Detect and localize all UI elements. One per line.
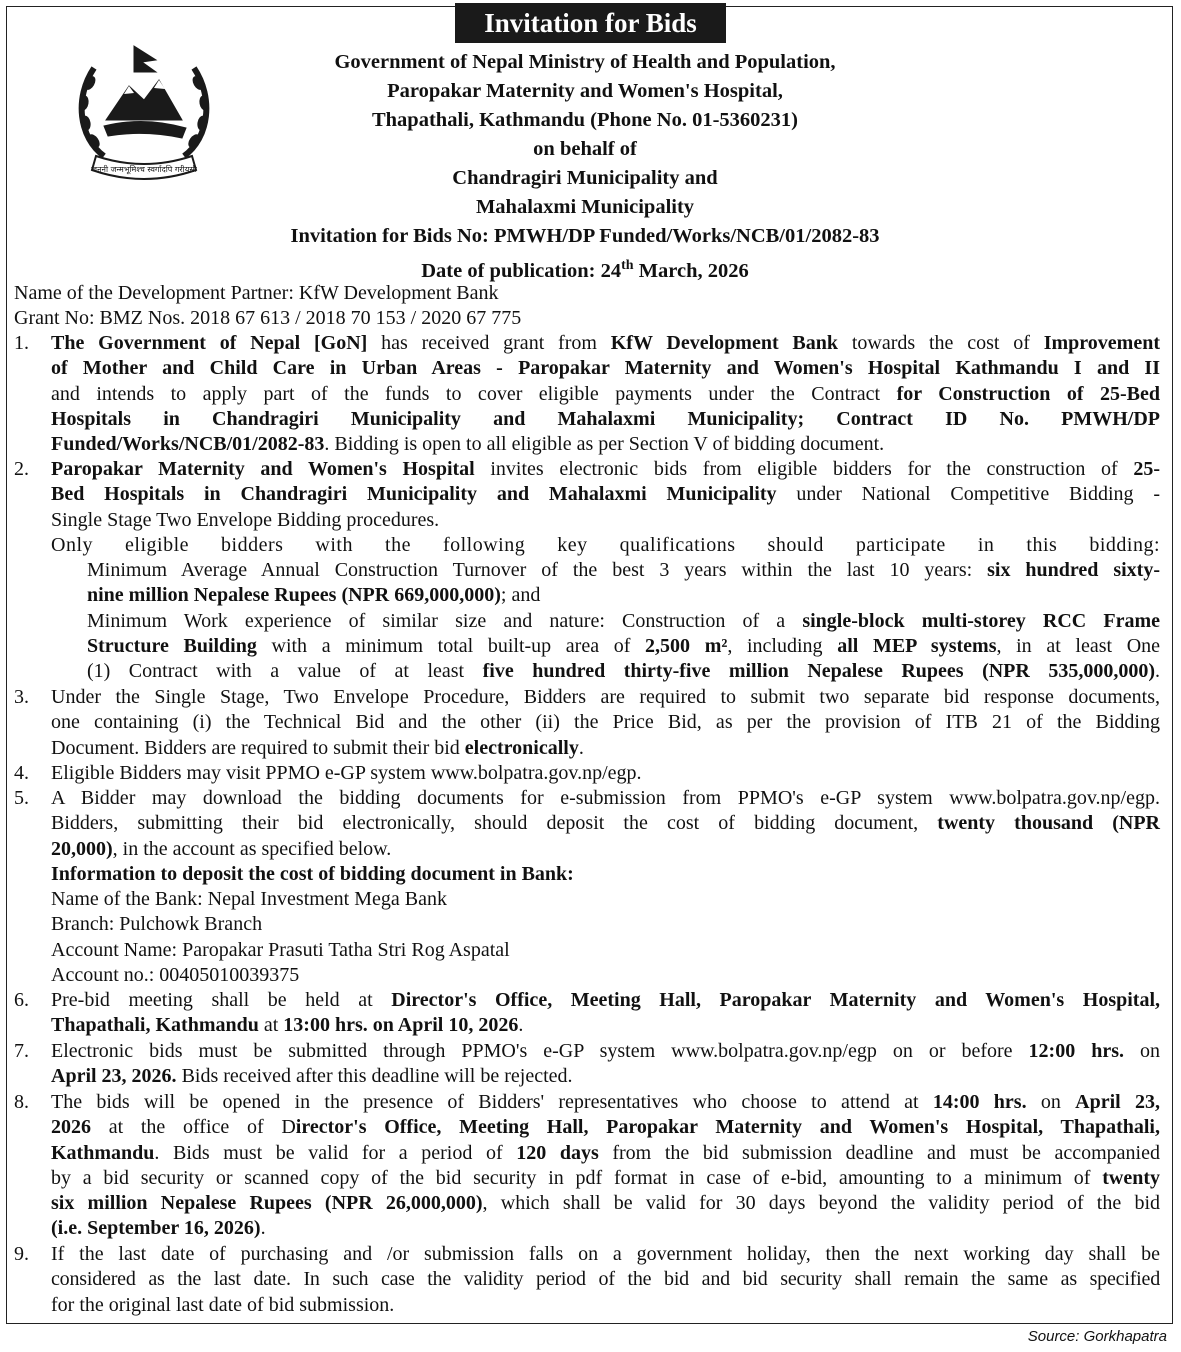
header-line: Chandragiri Municipality and — [452, 167, 718, 189]
ifb-number: Invitation for Bids No: PMWH/DP Funded/Works/NCB/01/2082-83 — [290, 225, 880, 247]
clause-number: 7. — [14, 1040, 29, 1062]
header-line: Government of Nepal Ministry of Health and Population, — [334, 51, 836, 73]
clause-number: 6. — [14, 989, 29, 1011]
clause-number: 2. — [14, 458, 29, 480]
header-line: Mahalaxmi Municipality — [475, 196, 695, 218]
header-line: on behalf of — [533, 138, 637, 160]
header-line: Thapathali, Kathmandu (Phone No. 01-5360231) — [371, 109, 798, 131]
clause-number: 8. — [14, 1091, 29, 1113]
clause-number: 3. — [14, 686, 29, 708]
clause-number: 9. — [14, 1243, 29, 1265]
header — [230, 48, 940, 286]
clause-number: 4. — [14, 762, 29, 784]
clause-number: 1. — [14, 332, 29, 354]
source-credit: Source: Gorkhapatra — [1027, 1328, 1167, 1345]
emblem-motto: जननी जन्मभूमिश्च स्वर्गादपि गरीयसी — [91, 165, 197, 174]
development-partner: Name of the Development Partner: KfW Development Bank — [14, 282, 499, 304]
clause-number: 5. — [14, 787, 29, 809]
grant-number: Grant No: BMZ Nos. 2018 67 613 / 2018 70 153 / 2020 67 775 — [14, 307, 522, 329]
notice-title: Invitation for Bids — [455, 3, 726, 43]
publication-date: Date of publication: 24th March, 2026 — [421, 258, 749, 282]
header-line: Paropakar Maternity and Women's Hospital, — [387, 80, 783, 102]
nepal-emblem-icon — [64, 38, 224, 188]
